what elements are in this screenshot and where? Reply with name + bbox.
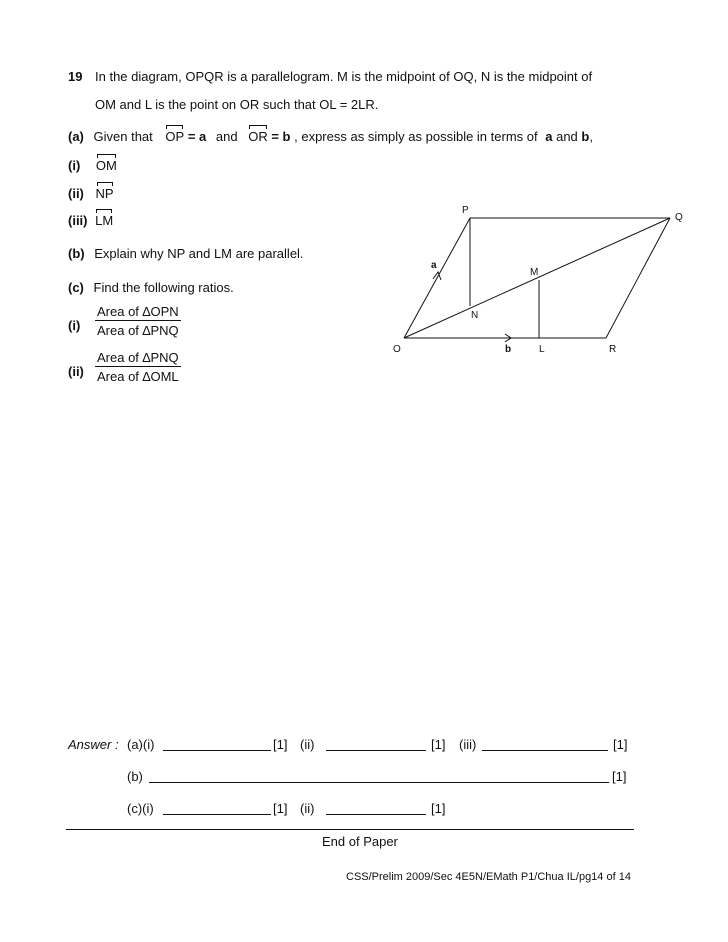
fraction-numerator: Area of ∆PNQ (97, 350, 179, 365)
fraction-denominator: Area of ∆OML (97, 369, 179, 384)
end-of-paper: End of Paper (322, 834, 398, 849)
vector-lm: LM (95, 213, 114, 228)
point-label-p: P (462, 205, 469, 216)
part-c-item-ii-label: (ii) (68, 364, 84, 379)
part-c-item-i-label: (i) (68, 318, 81, 333)
mark-a-ii: [1] (431, 737, 446, 752)
point-label-q: Q (675, 212, 683, 223)
tail-b: b (581, 129, 590, 144)
tail-and: and (556, 129, 578, 144)
part-a-tail: , express as simply as possible in terms of (294, 129, 538, 144)
fraction-numerator: Area of ∆OPN (97, 304, 179, 319)
answer-line-c-i[interactable] (163, 814, 271, 815)
item-label: (ii) (68, 186, 84, 201)
equals-a: = a (187, 129, 207, 144)
point-label-n: N (471, 310, 479, 321)
answer-heading: Answer : (68, 737, 119, 752)
question-number: 19 (68, 69, 83, 84)
vector-om: OM (95, 158, 117, 173)
vector-label-b: b (505, 344, 512, 355)
answer-a-prefix: (a)(i) (127, 737, 155, 752)
mark-a-iii: [1] (613, 737, 628, 752)
item-label: (i) (68, 158, 81, 173)
point-label-m: M (530, 267, 539, 278)
tail-a: a (545, 129, 553, 144)
part-b-label: (b) (68, 246, 85, 261)
vector-np: NP (95, 186, 114, 201)
answer-line-b[interactable] (149, 782, 609, 783)
vector-label-a: a (431, 260, 437, 271)
fraction-denominator: Area of ∆PNQ (97, 323, 179, 338)
answer-line-a-ii[interactable] (326, 750, 426, 751)
answer-a-iii-label: (iii) (459, 737, 477, 752)
answer-line-c-ii[interactable] (326, 814, 426, 815)
part-a-and: and (215, 129, 238, 144)
vector-op: OP (165, 129, 185, 144)
point-label-r: R (609, 344, 617, 355)
answer-line-a-iii[interactable] (482, 750, 608, 751)
answer-c-ii-label: (ii) (300, 801, 315, 816)
equals-b: = b (271, 129, 291, 144)
item-label: (iii) (68, 213, 88, 228)
mark-c-i: [1] (273, 801, 288, 816)
part-a-given: Given that (93, 129, 153, 144)
answer-line-a-i[interactable] (163, 750, 271, 751)
answer-c-prefix: (c)(i) (127, 801, 154, 816)
mark-c-ii: [1] (431, 801, 446, 816)
vector-or: OR (248, 129, 268, 144)
answer-a-ii-label: (ii) (300, 737, 315, 752)
part-c-text: Find the following ratios. (93, 280, 234, 295)
footer-rule (66, 829, 634, 830)
mark-b: [1] (612, 769, 627, 784)
part-b-text: Explain why NP and LM are parallel. (94, 246, 304, 261)
edge-op (404, 218, 470, 338)
part-a-label: (a) (68, 129, 84, 144)
tail-comma: , (589, 129, 593, 144)
edge-qr (606, 218, 670, 338)
answer-b-prefix: (b) (127, 769, 143, 784)
part-c-label: (c) (68, 280, 84, 295)
diagonal-oq (404, 218, 670, 338)
point-label-o: O (393, 344, 401, 355)
question-intro-line1: In the diagram, OPQR is a parallelogram. M is the midpoint of OQ, N is the midpoint of (95, 69, 593, 84)
question-intro-line2: OM and L is the point on OR such that OL = 2LR. (95, 97, 379, 112)
page-reference: CSS/Prelim 2009/Sec 4E5N/EMath P1/Chua IL/pg14 of 14 (346, 871, 631, 883)
mark-a-i: [1] (273, 737, 288, 752)
point-label-l: L (539, 344, 545, 355)
